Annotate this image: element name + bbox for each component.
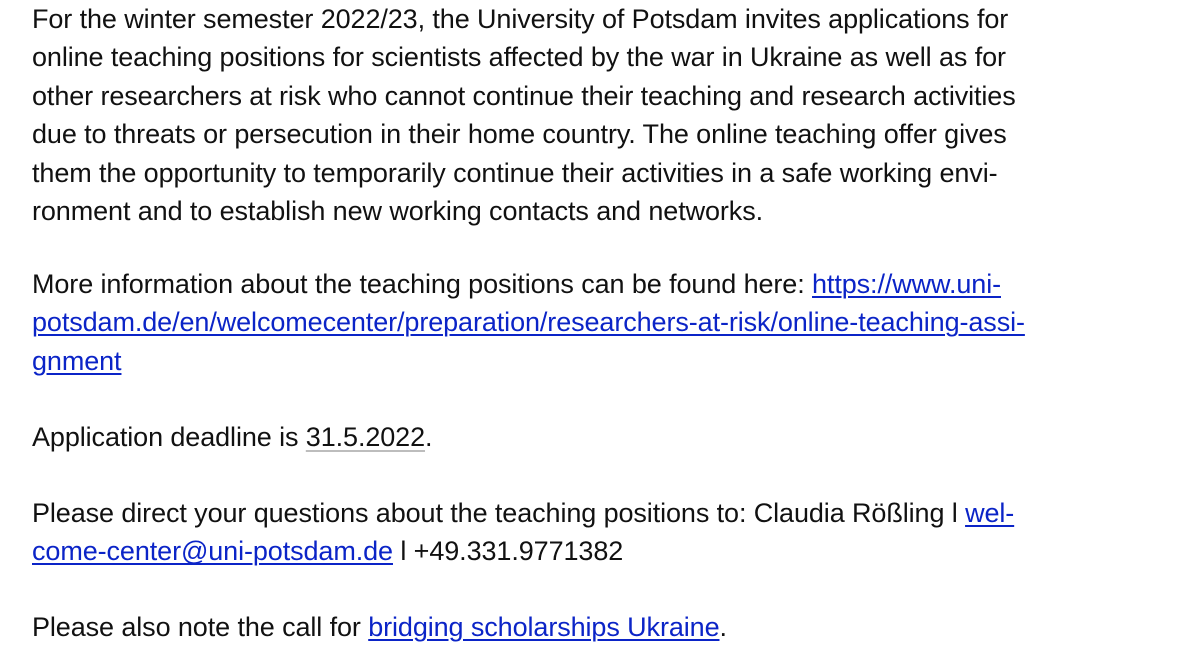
more-info-line <box>32 342 1025 380</box>
note-suffix: . <box>719 612 727 642</box>
email-link[interactable]: come-center@uni-potsdam.de <box>32 536 393 567</box>
teaching-positions-link[interactable]: https://www.uni- <box>812 269 1001 299</box>
bridging-scholarships-link[interactable]: bridging scholarships Ukraine <box>368 612 720 642</box>
deadline-paragraph <box>32 418 432 456</box>
email-link[interactable]: wel- <box>965 498 1015 528</box>
intro-paragraph <box>32 0 1016 230</box>
contact-line <box>32 532 1014 570</box>
more-info-text: More information about the teaching positions can be found here: <box>32 269 813 299</box>
intro-line: other researchers at risk who cannot continue their teaching and research activities <box>32 80 1016 111</box>
intro-line: online teaching positions for scientists affected by the war in Ukraine as well as for <box>32 42 1006 73</box>
teaching-positions-link[interactable]: potsdam.de/en/welcomecenter/preparation/researchers-at-risk/online-teaching-assi- <box>32 307 1025 338</box>
more-info-line <box>32 265 1025 303</box>
deadline-label: Application deadline is <box>32 422 306 452</box>
intro-line: due to threats or persecution in their home country. The online teaching offer gives <box>32 119 1007 150</box>
intro-line: For the winter semester 2022/23, the University of Potsdam invites applications for <box>32 4 1009 34</box>
note-text: Please also note the call for <box>32 612 369 642</box>
deadline-suffix: . <box>425 422 433 452</box>
intro-line: them the opportunity to temporarily continue their activities in a safe working envi- <box>32 157 998 188</box>
teaching-positions-link[interactable]: gnment <box>32 345 122 376</box>
contact-text: Please direct your questions about the teaching positions to: Claudia Rößling l <box>32 498 966 528</box>
contact-line <box>32 494 1014 532</box>
more-info-paragraph <box>32 265 1025 380</box>
more-info-line <box>32 303 1025 341</box>
deadline-date[interactable]: 31.5.2022 <box>305 422 426 452</box>
intro-line: ronment and to establish new working contacts and networks. <box>32 196 763 227</box>
contact-paragraph <box>32 494 1014 571</box>
phone-number: l +49.331.9771382 <box>392 536 624 567</box>
note-paragraph <box>32 608 727 646</box>
